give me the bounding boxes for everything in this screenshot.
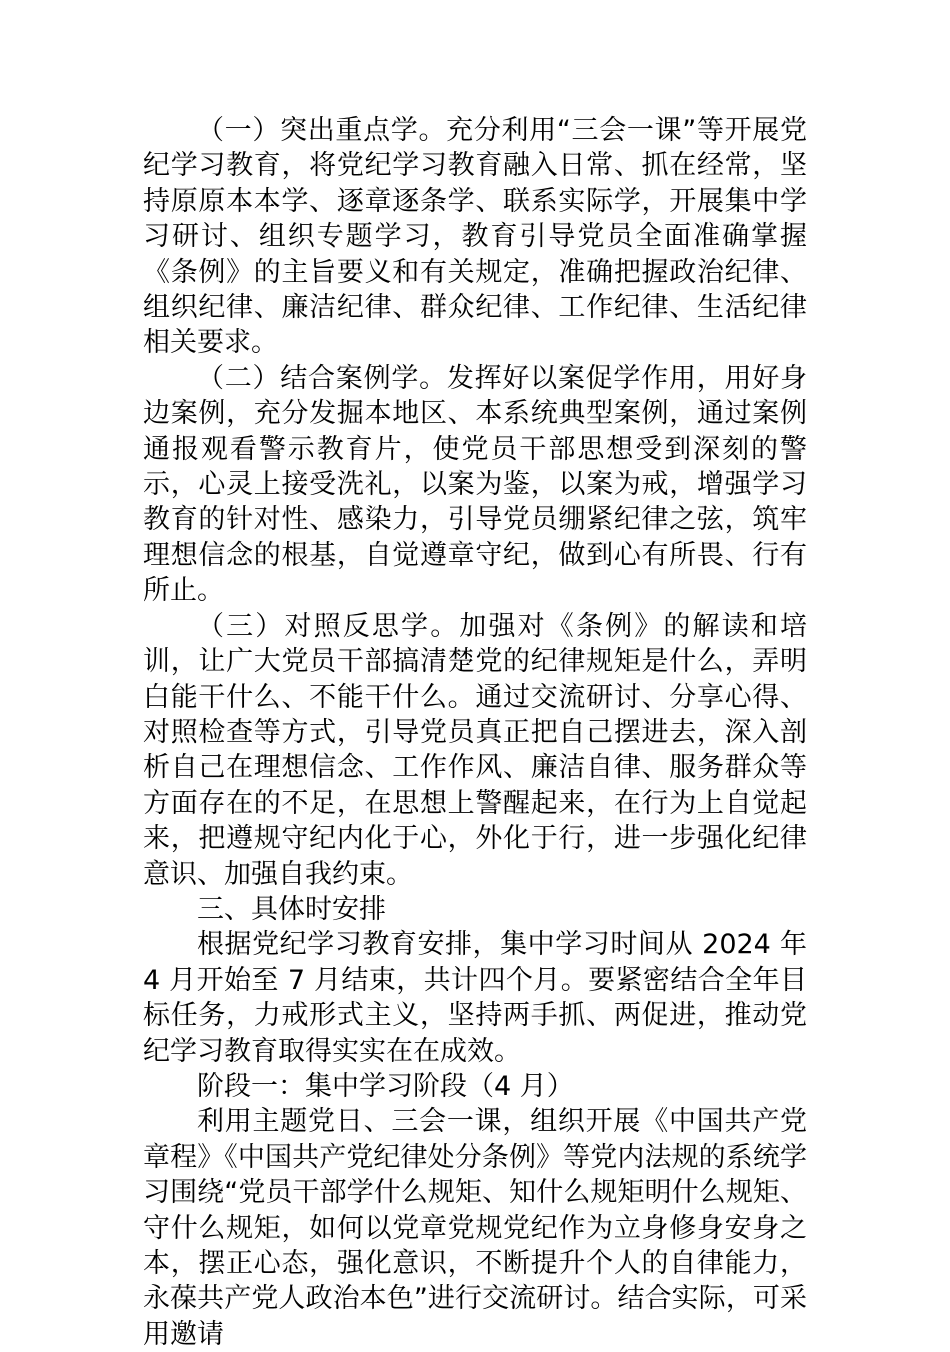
paragraph-schedule: 根据党纪学习教育安排，集中学习时间从 2024 年 4 月开始至 7 月结束，共计四个月。要紧密结合全年目标任务，力戒形式主义，坚持两手抓、两促进，推动党纪学习教育取得实实在在成效。 bbox=[143, 929, 816, 1067]
section-heading-schedule: 三、具体时安排 bbox=[197, 893, 386, 925]
paragraph-key-study: （一）突出重点学。充分利用“三会一课”等开展党纪学习教育，将党纪学习教育融入日常、抓在经常，坚持原原本本学、逐章逐条学、联系实际学，开展集中学习研讨、组织专题学习，教育引导党员全面准确掌握《条例》的主旨要义和有关规定，准确把握政治纪律、组织纪律、廉洁纪律、群众纪律、工作纪律、生活纪律相关要求。 bbox=[143, 115, 807, 359]
paragraph-stage-one: 利用主题党日、三会一课，组织开展《中国共产党章程》《中国共产党纪律处分条例》等党内法规的系统学习围绕“党员干部学什么规矩、知什么规矩明什么规矩、守什么规矩，如何以党章党规党纪作为立身修身安身之本，摆正心态，强化意识，不断提升个人的自律能力，永葆共产党人政治本色”进行交流研讨。结合实际，可采用邀请 bbox=[143, 1106, 807, 1350]
paragraph-reflection-study: （三）对照反思学。加强对《条例》的解读和培训，让广大党员干部搞清楚党的纪律规矩是什么，弄明白能干什么、不能干什么。通过交流研讨、分享心得、对照检查等方式，引导党员真正把自己摆进去，深入剖析自己在理想信念、工作作风、廉洁自律、服务群众等方面存在的不足，在思想上警醒起来，在行为上自觉起来，把遵规守纪内化于心，外化于行，进一步强化纪律意识、加强自我约束。 bbox=[143, 610, 807, 890]
stage-one-heading: 阶段一：集中学习阶段（4 月） bbox=[197, 1070, 574, 1102]
document-body bbox=[143, 113, 816, 1352]
paragraph-case-study: （二）结合案例学。发挥好以案促学作用，用好身边案例，充分发掘本地区、本系统典型案例，通过案例通报观看警示教育片，使党员干部思想受到深刻的警示，心灵上接受洗礼，以案为鉴，以案为戒，增强学习教育的针对性、感染力，引导党员绷紧纪律之弦，筑牢理想信念的根基，自觉遵章守纪，做到心有所畏、行有所止。 bbox=[143, 362, 807, 607]
